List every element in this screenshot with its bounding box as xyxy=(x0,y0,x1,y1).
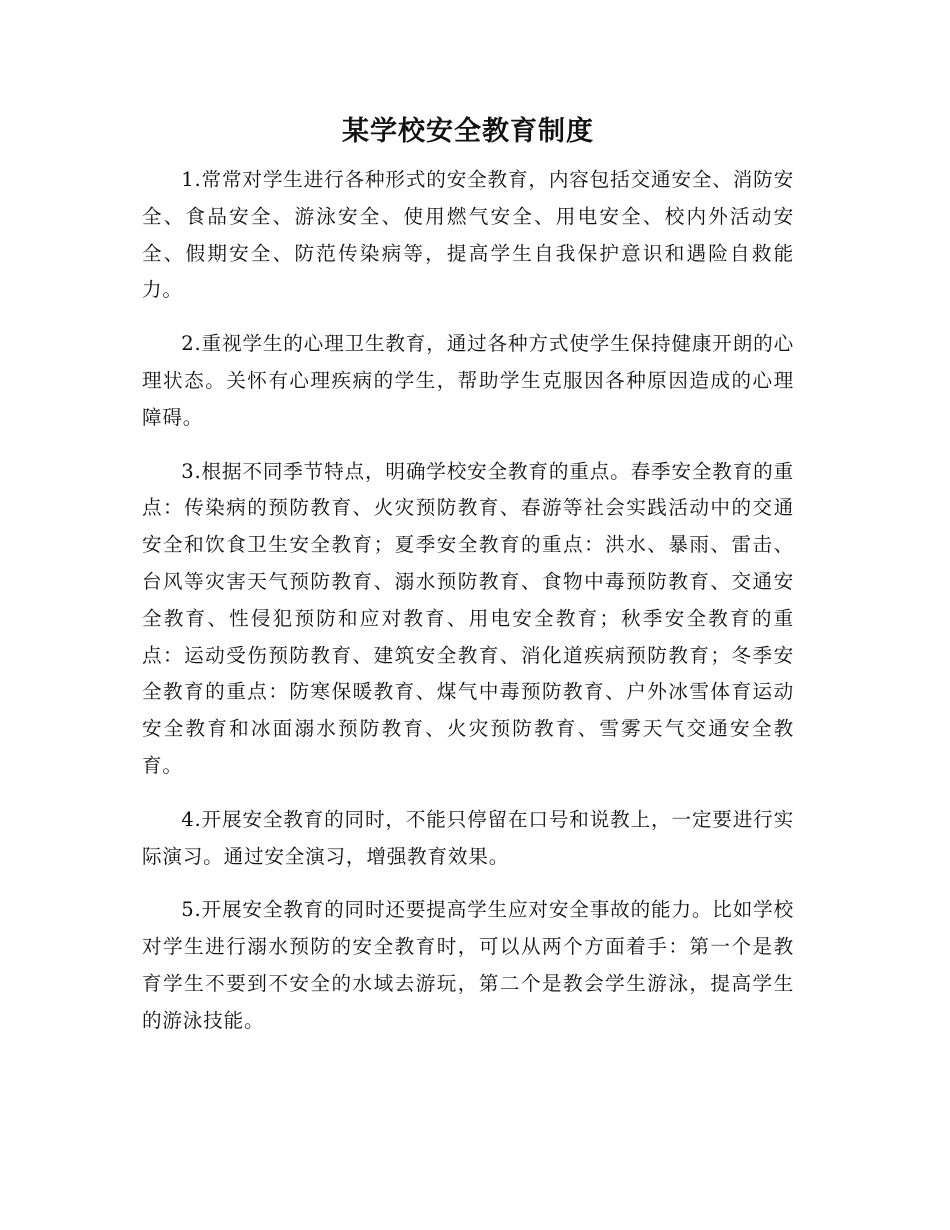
paragraph-2: 2.重视学生的心理卫生教育，通过各种方式使学生保持健康开朗的心理状态。关怀有心理疾病的学生，帮助学生克服因各种原因造成的心理障碍。 xyxy=(142,332,794,429)
paragraph-5: 5.开展安全教育的同时还要提高学生应对安全事故的能力。比如学校对学生进行溺水预防的安全教育时，可以从两个方面着手：第一个是教育学生不要到不安全的水域去游玩，第二个是教会学生游泳，提高学生的游泳技能。 xyxy=(142,898,794,1032)
document-page xyxy=(142,112,794,1057)
document-title: 某学校安全教育制度 xyxy=(342,116,594,147)
paragraph-4: 4.开展安全教育的同时，不能只停留在口号和说教上，一定要进行实际演习。通过安全演习，增强教育效果。 xyxy=(142,807,794,868)
paragraph-3: 3.根据不同季节特点，明确学校安全教育的重点。春季安全教育的重点：传染病的预防教育、火灾预防教育、春游等社会实践活动中的交通安全和饮食卫生安全教育；夏季安全教育的重点：洪水、暴雨、雷击、台风等灾害天气预防教育、溺水预防教育、食物中毒预防教育、交通安全教育、性侵犯预防和应对教育、用电安全教育；秋季安全教育的重点：运动受伤预防教育、建筑安全教育、消化道疾病预防教育；冬季安全教育的重点：防寒保暖教育、煤气中毒预防教育、户外冰雪体育运动安全教育和冰面溺水预防教育、火灾预防教育、雪雾天气交通安全教育。 xyxy=(142,459,794,777)
paragraph-1: 1.常常对学生进行各种形式的安全教育，内容包括交通安全、消防安全、食品安全、游泳安全、使用燃气安全、用电安全、校内外活动安全、假期安全、防范传染病等，提高学生自我保护意识和遇险自救能力。 xyxy=(142,168,794,302)
